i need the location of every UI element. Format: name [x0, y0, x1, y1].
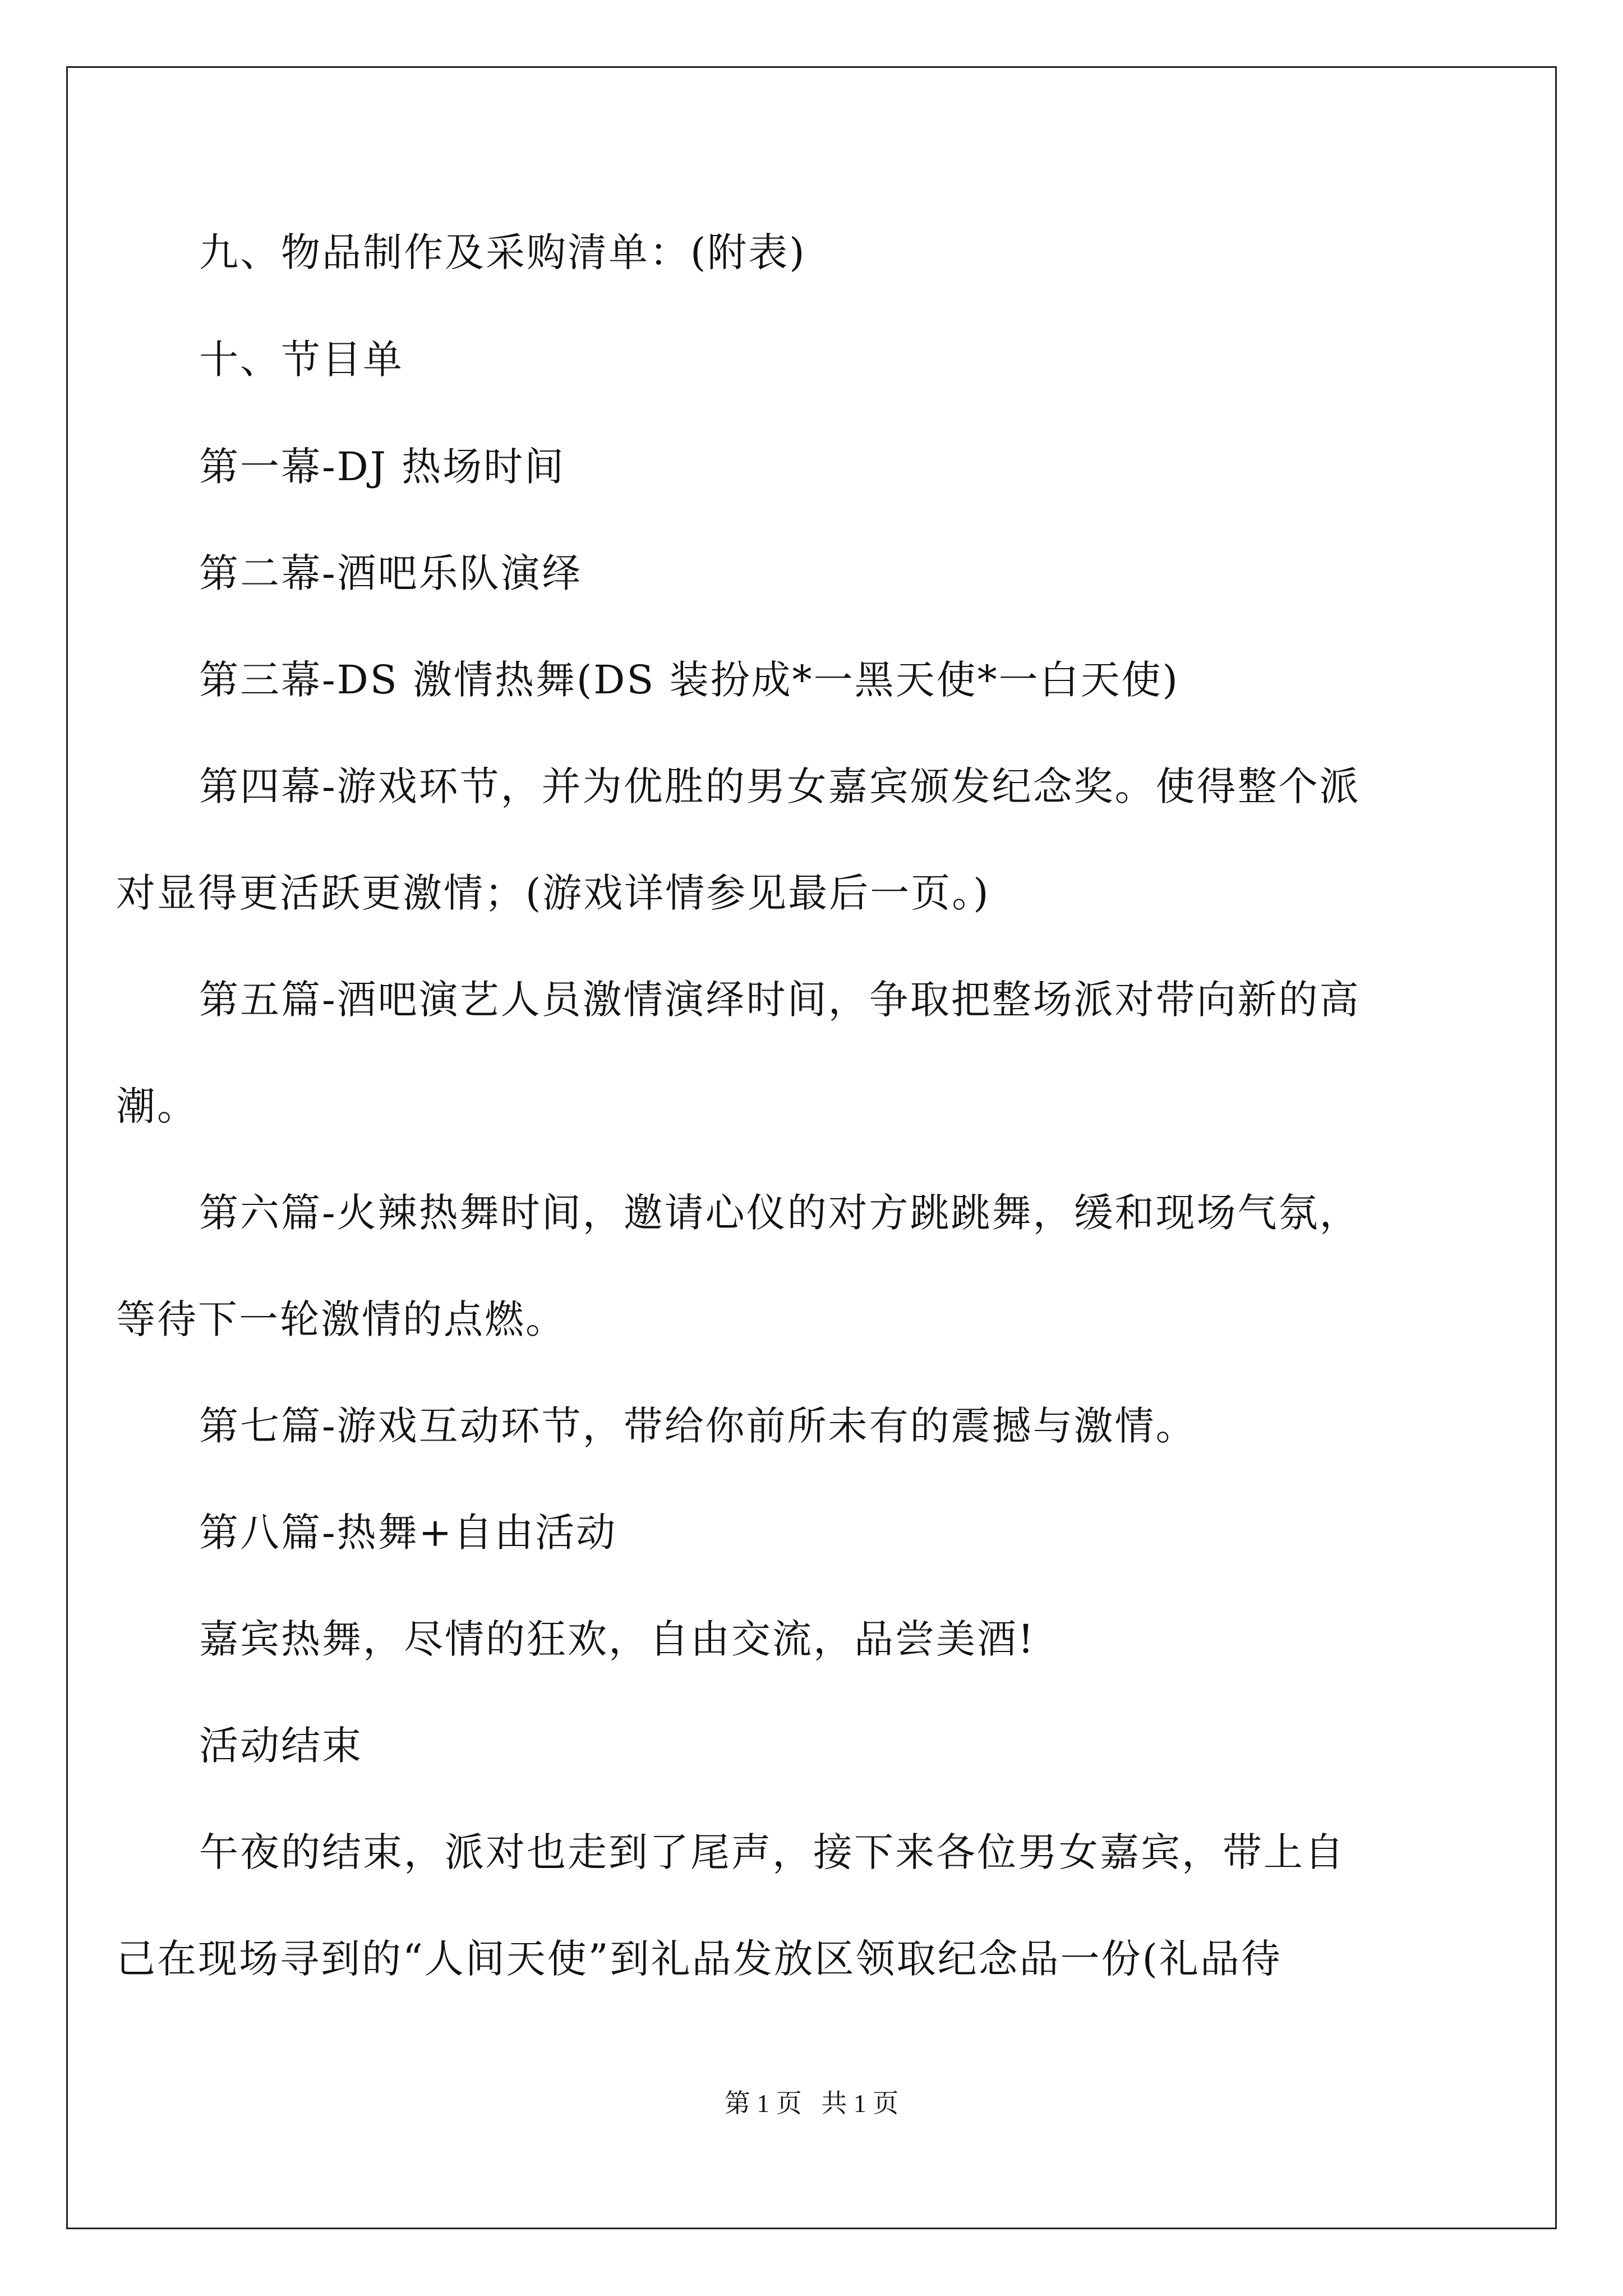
program-item: 第三幕-DS 激情热舞(DS 装扮成*一黑天使*一白天使) — [199, 657, 1179, 703]
paragraph: 嘉宾热舞，尽情的狂欢，自由交流，品尝美酒! — [199, 1616, 1036, 1662]
page-number: 第 1 页 共 1 页 — [724, 2089, 899, 2118]
program-item: 第六篇-火辣热舞时间，邀请心仪的对方跳跳舞，缓和现场气氛， — [199, 1190, 1361, 1236]
program-item: 第一幕-DJ 热场时间 — [199, 444, 566, 490]
program-item-continuation: 对显得更活跃更激情；(游戏详情参见最后一页。) — [116, 870, 990, 916]
paragraph: 午夜的结束，派对也走到了尾声，接下来各位男女嘉宾，带上自 — [199, 1829, 1345, 1875]
program-item-continuation: 等待下一轮激情的点燃。 — [116, 1296, 566, 1342]
program-item: 第二幕-酒吧乐队演绎 — [199, 550, 583, 596]
program-item: 第四幕-游戏环节，并为优胜的男女嘉宾颁发纪念奖。使得整个派 — [199, 763, 1361, 809]
program-item: 第八篇-热舞+自由活动 — [199, 1510, 617, 1556]
program-item: 第七篇-游戏互动环节，带给你前所未有的震撼与激情。 — [199, 1403, 1197, 1449]
section-heading-nine: 九、物品制作及采购清单：(附表) — [199, 229, 806, 275]
page-border — [66, 66, 1557, 2229]
subheading-event-end: 活动结束 — [199, 1723, 363, 1769]
section-heading-ten: 十、节目单 — [199, 337, 404, 383]
program-item-continuation: 潮。 — [116, 1083, 198, 1129]
paragraph-continuation: 己在现场寻到的“人间天使”到礼品发放区领取纪念品一份(礼品待 — [116, 1936, 1282, 1982]
page-footer — [0, 2087, 1623, 2120]
program-item: 第五篇-酒吧演艺人员激情演绎时间，争取把整场派对带向新的高 — [199, 977, 1361, 1023]
